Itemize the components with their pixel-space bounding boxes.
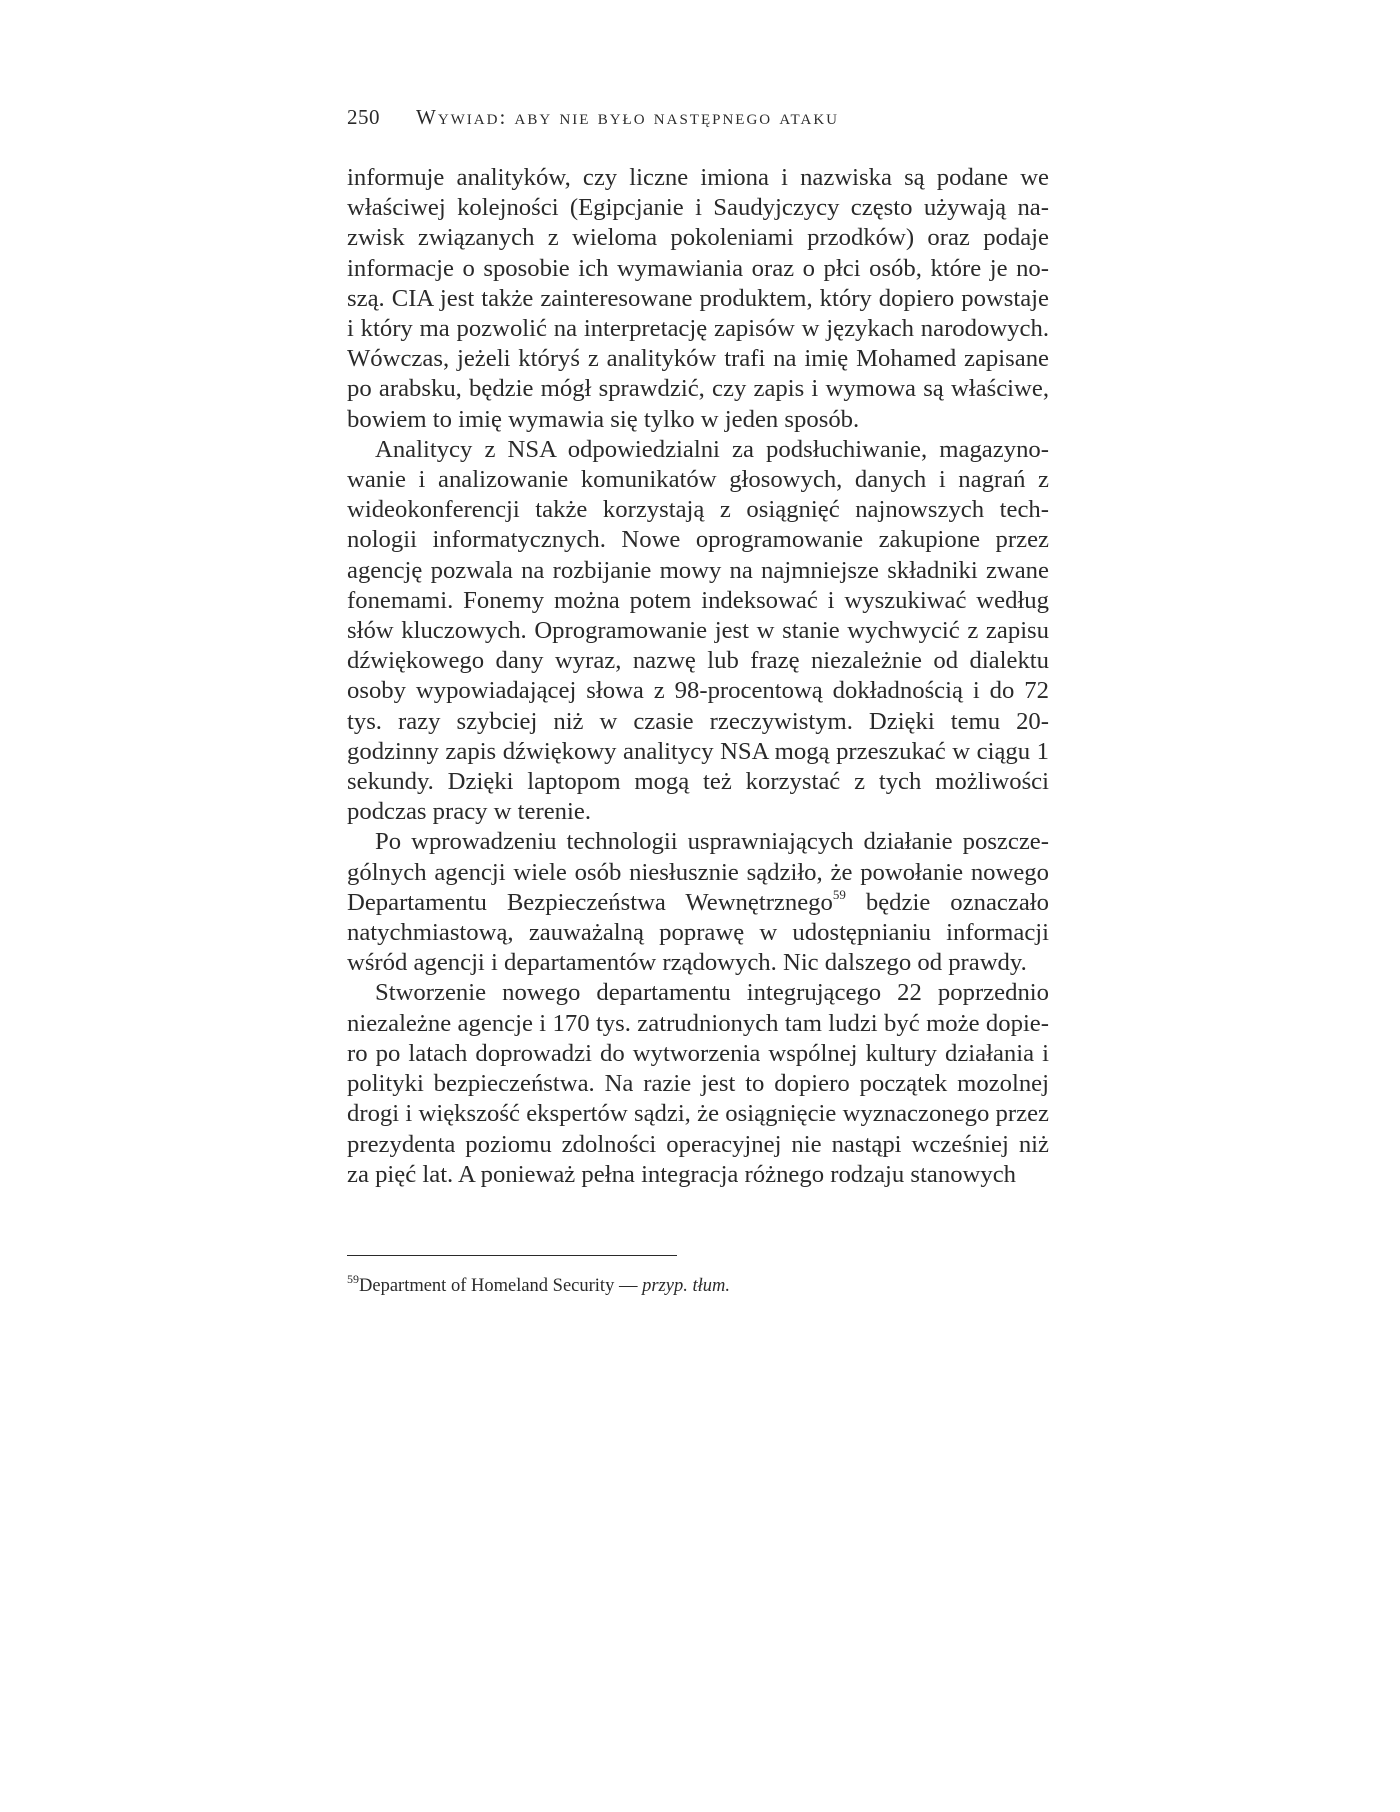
paragraph-4: Stworzenie nowego departamentu integrującego 22 poprzednio niezależne agencje i 170 tys. zatrudnionych tam ludzi być może dopiero po latach doprowadzi do wytworzenia wspólnej kultury działania i polityki bezpieczeństwa. Na razie jest to dopiero początek mozolnej drogi i większość ekspertów sądzi, że osiągnięcie wyznaczonego przez prezydenta poziomu zdolności operacyjnej nie nastąpi wcześniej niż za pięć lat. A ponieważ pełna integracja różnego rodzaju stanowych (347, 979, 1049, 1188)
footnote-translator-note: przyp. tłum. (642, 1276, 730, 1296)
footnote-text: Department of Homeland Security — (359, 1276, 643, 1296)
footnote-divider (347, 1255, 677, 1256)
footnote (347, 1274, 1047, 1298)
paragraph-3-text-after: będzie oznaczało natychmiastową, zauważalną poprawę w udostępnianiu informacji wśród agencji i departamentów rządowych. Nic dalszego od prawdy. (347, 888, 1049, 977)
running-title: Wywiad: aby nie było następnego ataku (416, 105, 840, 129)
footnote-reference: 59 (832, 886, 846, 902)
running-header (347, 102, 1047, 132)
paragraph-1: informuje analityków, czy liczne imiona i nazwiska są podane we właściwej kolejności (Egipcjanie i Saudyjczycy często używają nazwisk związanych z wieloma pokoleniami przodków) oraz podaje informacje o sposobie ich wymawiania oraz o płci osób, które je noszą. CIA jest także zainteresowane produktem, który dopiero powstaje i który ma pozwolić na interpretację zapisów w językach narodowych. Wówczas, jeżeli któryś z analityków trafi na imię Mohamed zapisane po arabsku, będzie mógł sprawdzić, czy zapis i wymowa są właściwe, bowiem to imię wymawia się tylko w jeden sposób. (347, 164, 1049, 433)
paragraph-3 (347, 827, 1049, 978)
paragraph-3-text-before: Po wprowadzeniu technologii usprawniających działanie poszczególnych agencji wiele osób niesłusznie sądziło, że powołanie nowego Departamentu Bezpieczeństwa Wewnętrznego (347, 828, 1049, 916)
footnote-number: 59 (347, 1272, 359, 1286)
paragraph-2: Analitycy z NSA odpowiedzialni za podsłuchiwanie, magazynowanie i analizowanie komunikatów głosowych, danych i nagrań z wideokonferencji także korzystają z osiągnięć najnowszych technologii informatycznych. Nowe oprogramowanie zakupione przez agencję pozwala na rozbijanie mowy na najmniejsze składniki zwane fonemami. Fonemy można potem indeksować i wyszukiwać według słów kluczowych. Oprogramowanie jest w stanie wychwycić z zapisu dźwiękowego dany wyraz, nazwę lub frazę niezależnie od dialektu osoby wypowiadającej słowa z 98-procentową dokładnością i do 72 tys. razy szybciej niż w czasie rzeczywistym. Dzięki temu 20-godzinny zapis dźwiękowy analitycy NSA mogą przeszukać w ciągu 1 sekundy. Dzięki laptopom mogą też korzystać z tych możliwości podczas pracy w terenie. (347, 435, 1049, 826)
page-number: 250 (347, 105, 380, 129)
body-text (347, 163, 1049, 1190)
